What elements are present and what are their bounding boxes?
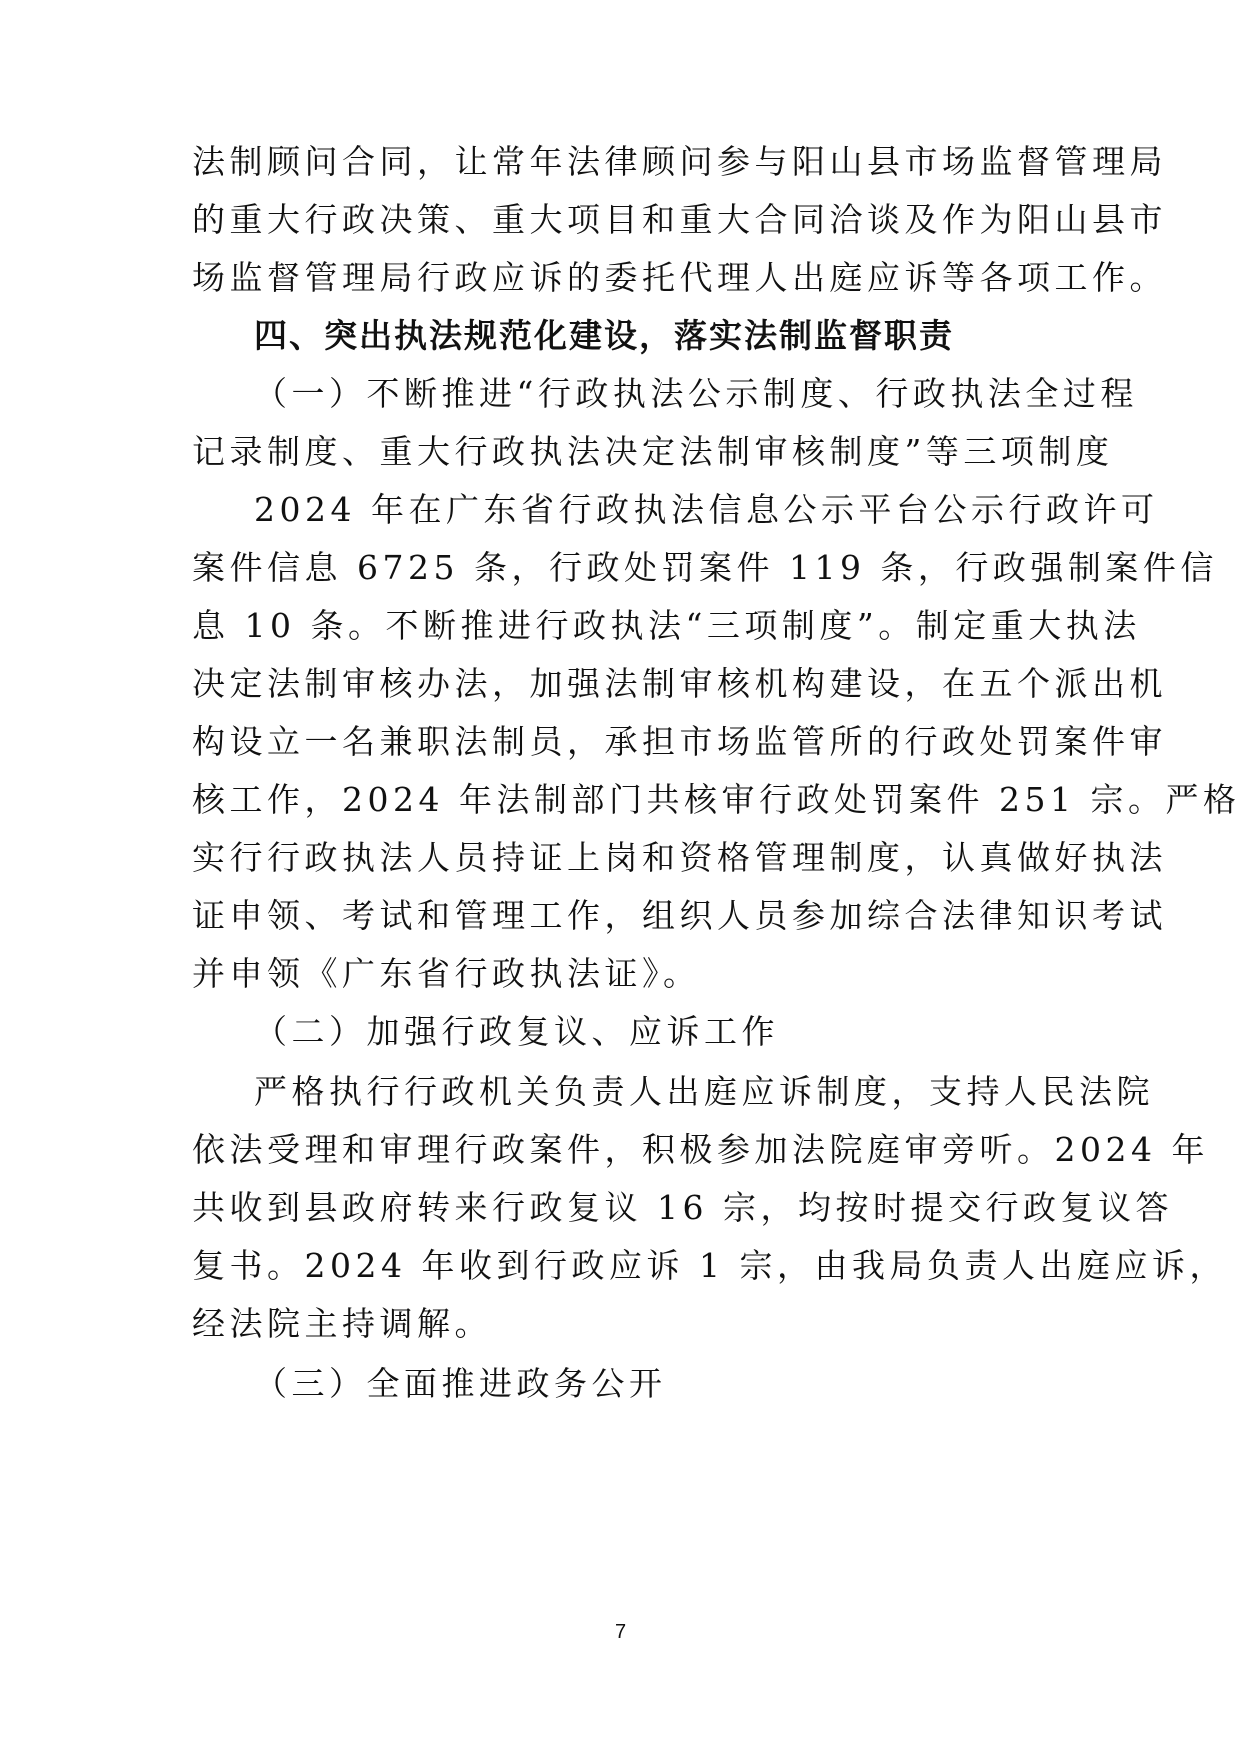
subsection-title-line: 记录制度、重大行政执法决定法制审核制度”等三项制度 xyxy=(192,432,1114,471)
subsection-title: （二）加强行政复议、应诉工作 xyxy=(254,1012,779,1051)
paragraph-line: 案件信息 6725 条，行政处罚案件 119 条，行政强制案件信 xyxy=(192,548,1218,587)
paragraph-line: 2024 年在广东省行政执法信息公示平台公示行政许可 xyxy=(254,490,1159,529)
paragraph-line: 复书。2024 年收到行政应诉 1 宗，由我局负责人出庭应诉， xyxy=(192,1246,1227,1285)
subsection-title-line: （一）不断推进“行政执法公示制度、行政执法全过程 xyxy=(254,374,1138,413)
paragraph-line: 法制顾问合同，让常年法律顾问参与阳山县市场监督管理局 xyxy=(192,142,1167,181)
paragraph-line: 核工作，2024 年法制部门共核审行政处罚案件 251 宗。严格 xyxy=(192,780,1241,819)
section-heading: 四、突出执法规范化建设，落实法制监督职责 xyxy=(254,316,954,355)
paragraph-line: 息 10 条。不断推进行政执法“三项制度”。制定重大执法 xyxy=(192,606,1141,645)
paragraph-line: 场监督管理局行政应诉的委托代理人出庭应诉等各项工作。 xyxy=(192,258,1167,297)
paragraph-line: 构设立一名兼职法制员，承担市场监管所的行政处罚案件审 xyxy=(192,722,1167,761)
paragraph-line: 依法受理和审理行政案件，积极参加法院庭审旁听。2024 年 xyxy=(192,1130,1209,1169)
paragraph-line: 经法院主持调解。 xyxy=(192,1304,492,1343)
paragraph-line: 决定法制审核办法，加强法制审核机构建设，在五个派出机 xyxy=(192,664,1167,703)
page-number: 7 xyxy=(614,1621,627,1643)
subsection-title: （三）全面推进政务公开 xyxy=(254,1364,667,1403)
paragraph-line: 严格执行行政机关负责人出庭应诉制度，支持人民法院 xyxy=(254,1072,1154,1111)
paragraph-line: 实行行政执法人员持证上岗和资格管理制度，认真做好执法 xyxy=(192,838,1167,877)
paragraph-line: 的重大行政决策、重大项目和重大合同洽谈及作为阳山县市 xyxy=(192,200,1167,239)
paragraph-line: 并申领《广东省行政执法证》。 xyxy=(192,954,701,993)
paragraph-line: 共收到县政府转来行政复议 16 宗，均按时提交行政复议答 xyxy=(192,1188,1173,1227)
paragraph-line: 证申领、考试和管理工作，组织人员参加综合法律知识考试 xyxy=(192,896,1167,935)
